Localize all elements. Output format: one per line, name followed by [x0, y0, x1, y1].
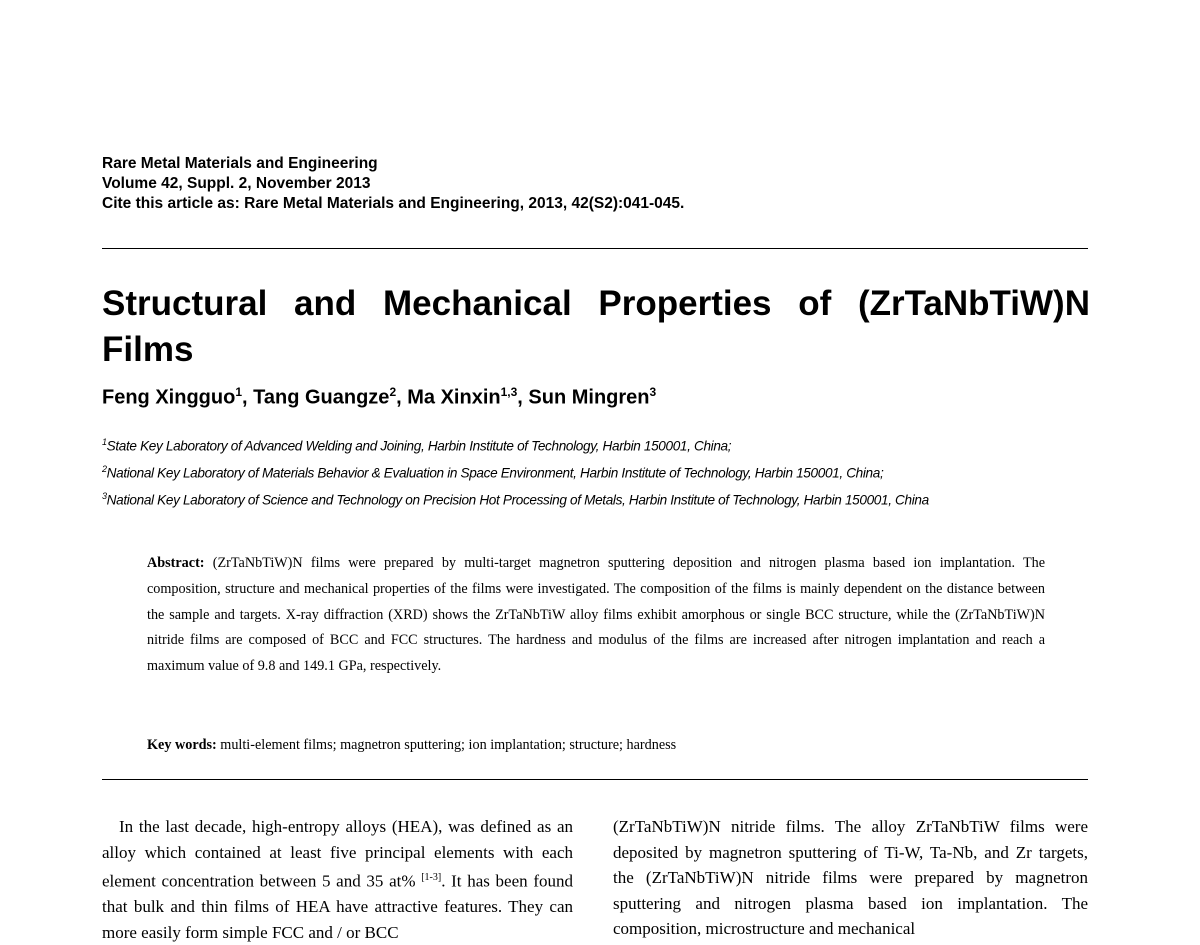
author-list — [102, 385, 656, 410]
paper-title: Structural and Mechanical Properties of (ZrTaNbTiW)N Films — [102, 284, 1090, 369]
bottom-rule — [102, 779, 1088, 780]
affiliation-2 — [102, 464, 883, 481]
affiliation-sup: 3 — [102, 491, 107, 501]
citation-line: Cite this article as: Rare Metal Materials and Engineering, 2013, 42(S2):041-045. — [102, 195, 685, 212]
body-text: (ZrTaNbTiW)N nitride films. The alloy ZrTaNbTiW films were deposited by magnetron sputtering of Ti-W, Ta-Nb, and Zr targets, the (ZrTaNbTiW)N nitride films were prepared by magnetron sputtering and nitrogen plasma based ion implantation. The composition, microstructure and mechanical — [613, 817, 1088, 938]
journal-volume: Volume 42, Suppl. 2, November 2013 — [102, 175, 371, 192]
abstract — [147, 551, 1045, 680]
affiliation-text: National Key Laboratory of Materials Behavior & Evaluation in Space Environment, Harbin Institute of Technology, Harbin 150001, China; — [106, 465, 884, 481]
author-separator: , — [396, 386, 408, 409]
keywords — [147, 737, 676, 754]
author-name: Sun Mingren — [528, 386, 650, 409]
body-text: . It has been found that bulk and thin films of HEA have attractive features. They can more easily form simple FCC and / or BCC — [102, 871, 573, 942]
body-text: In the last decade, high-entropy alloys (HEA), was defined as an alloy which contained at least five principal elements with each element concentration between 5 and 35 at% — [102, 817, 573, 891]
top-rule — [102, 248, 1088, 249]
affiliation-1 — [102, 437, 731, 454]
author-affil-sup: 2 — [389, 385, 397, 399]
affiliation-sup: 2 — [102, 464, 107, 474]
keywords-label: Key words: — [147, 737, 217, 753]
author-separator: , — [517, 386, 529, 409]
author-separator: , — [242, 386, 254, 409]
author-name: Feng Xingguo — [102, 386, 236, 409]
affiliation-text: State Key Laboratory of Advanced Welding and Joining, Harbin Institute of Technology, Harbin 150001, China; — [106, 438, 732, 454]
body-column-left — [102, 814, 573, 945]
abstract-text: (ZrTaNbTiW)N films were prepared by multi-target magnetron sputtering deposition and nitrogen plasma based ion implantation. The composition, structure and mechanical properties of the films were investigated. The composition of the films is mainly dependent on the distance between the sample and targets. X-ray diffraction (XRD) shows the ZrTaNbTiW alloy films exhibit amorphous or single BCC structure, while the (ZrTaNbTiW)N nitride films are composed of BCC and FCC structures. The hardness and modulus of the films are increased after nitrogen implantation and reach a maximum value of 9.8 and 149.1 GPa, respectively. — [147, 555, 1046, 675]
abstract-label: Abstract: — [147, 555, 205, 571]
journal-name: Rare Metal Materials and Engineering — [102, 155, 378, 172]
affiliation-3 — [102, 491, 929, 508]
journal-header — [102, 154, 684, 214]
keywords-text: multi-element films; magnetron sputtering; ion implantation; structure; hardness — [220, 737, 677, 753]
author-affil-sup: 3 — [649, 385, 657, 399]
affiliation-text: National Key Laboratory of Science and Technology on Precision Hot Processing of Metals, Harbin Institute of Technology, Harbin 150001, China — [106, 492, 929, 508]
author-name: Ma Xinxin — [407, 386, 501, 409]
author-name: Tang Guangze — [253, 386, 390, 409]
author-affil-sup: 1 — [235, 385, 242, 399]
affiliation-sup: 1 — [102, 437, 107, 447]
author-affil-sup: 1,3 — [500, 385, 518, 399]
citation-ref: [1-3] — [421, 872, 442, 883]
body-column-right — [613, 814, 1088, 942]
